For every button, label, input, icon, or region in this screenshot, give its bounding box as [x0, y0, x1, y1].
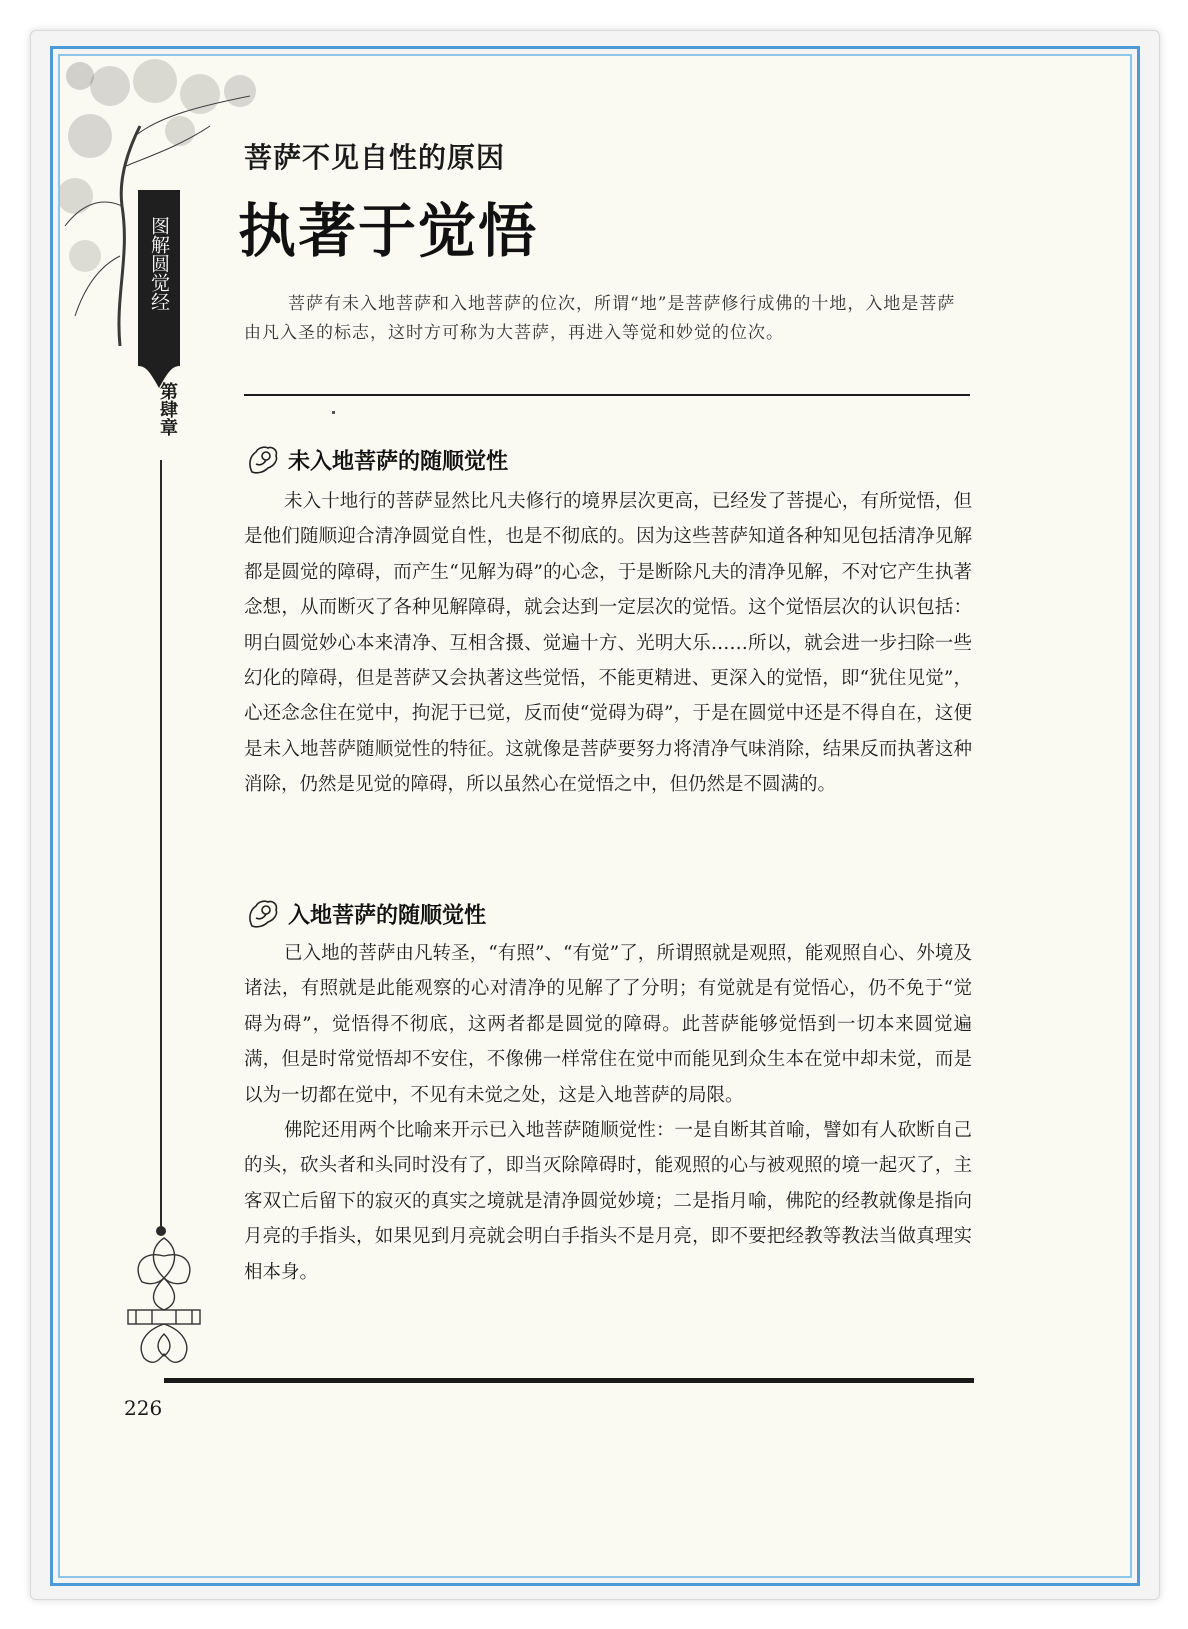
section-paragraph: 佛陀还用两个比喻来开示已入地菩萨随顺觉性：一是自断其首喻，譬如有人砍断自己的头，砍头者和头同时没有了，即当灭除障碍时，能观照的心与被观照的境一起灭了，主客双亡后留下的寂灭的真实之境就是清净圆觉妙境；二是指月喻，佛陀的经教就像是指向月亮的手指头，如果见到月亮就会明白手指头不是月亮，即不要把经教等教法当做真理实相本身。: [244, 1120, 972, 1283]
book-title-vertical: 图解圆觉经: [148, 216, 170, 311]
hand-mudra-icon: [244, 896, 284, 932]
section-body: [244, 936, 972, 1290]
lotus-ornament: [122, 1226, 206, 1376]
book-page: [60, 56, 1130, 1576]
print-speck: [332, 411, 335, 414]
section-heading: [244, 896, 486, 932]
page-subtitle: 菩萨不见自性的原因: [244, 141, 506, 174]
hand-mudra-icon: [244, 442, 284, 478]
header-rule: [244, 394, 970, 396]
section-heading: [244, 442, 508, 478]
vertical-divider: [160, 460, 162, 1230]
section-heading-label: 入地菩萨的随顺觉性: [288, 903, 487, 929]
section-body: [244, 484, 972, 803]
page-title: 执著于觉悟: [238, 197, 539, 265]
chapter-tab: [138, 190, 180, 366]
section-heading-label: 未入地菩萨的随顺觉性: [288, 449, 509, 475]
footer-rule: [164, 1378, 974, 1383]
section-paragraph: 已入地的菩萨由凡转圣，“有照”、“有觉”了，所谓照就是观照，能观照自心、外境及诸法，有照就是此能观察的心对清净的见解了了分明；有觉就是有觉悟心，仍不免于“觉碍为碍”，觉悟得不彻底，这两者都是圆觉的障碍。此菩萨能够觉悟到一切本来圆觉遍满，但是时常觉悟却不安住，不像佛一样常住在觉中而能见到众生本在觉中却未觉，而是以为一切都在觉中，不见有未觉之处，这是入地菩萨的局限。: [244, 943, 972, 1106]
chapter-number: 第肆章: [157, 382, 178, 436]
intro-paragraph: 菩萨有未入地菩萨和入地菩萨的位次，所谓“地”是菩萨修行成佛的十地，入地是菩萨由凡入圣的标志，这时方可称为大菩萨，再进入等觉和妙觉的位次。: [244, 294, 956, 343]
page-number: 226: [124, 1396, 163, 1420]
section-paragraph: 未入十地行的菩萨显然比凡夫修行的境界层次更高，已经发了菩提心，有所觉悟，但是他们随顺迎合清净圆觉自性，也是不彻底的。因为这些菩萨知道各种知见包括清净见解都是圆觉的障碍，而产生“见解为碍”的心念，于是断除凡夫的清净见解，不对它产生执著念想，从而断灭了各种见解障碍，就会达到一定层次的觉悟。这个觉悟层次的认识包括：明白圆觉妙心本来清净、互相含摄、觉遍十方、光明大乐……所以，就会进一步扫除一些幻化的障碍，但是菩萨又会执著这些觉悟，不能更精进、更深入的觉悟，即“犹住见觉”，心还念念住在觉中，拘泥于已觉，反而使“觉碍为碍”，于是在圆觉中还是不得自在，这便是未入地菩萨随顺觉性的特征。这就像是菩萨要努力将清净气味消除，结果反而执著这种消除，仍然是见觉的障碍，所以虽然心在觉悟之中，但仍然是不圆满的。: [244, 491, 972, 796]
